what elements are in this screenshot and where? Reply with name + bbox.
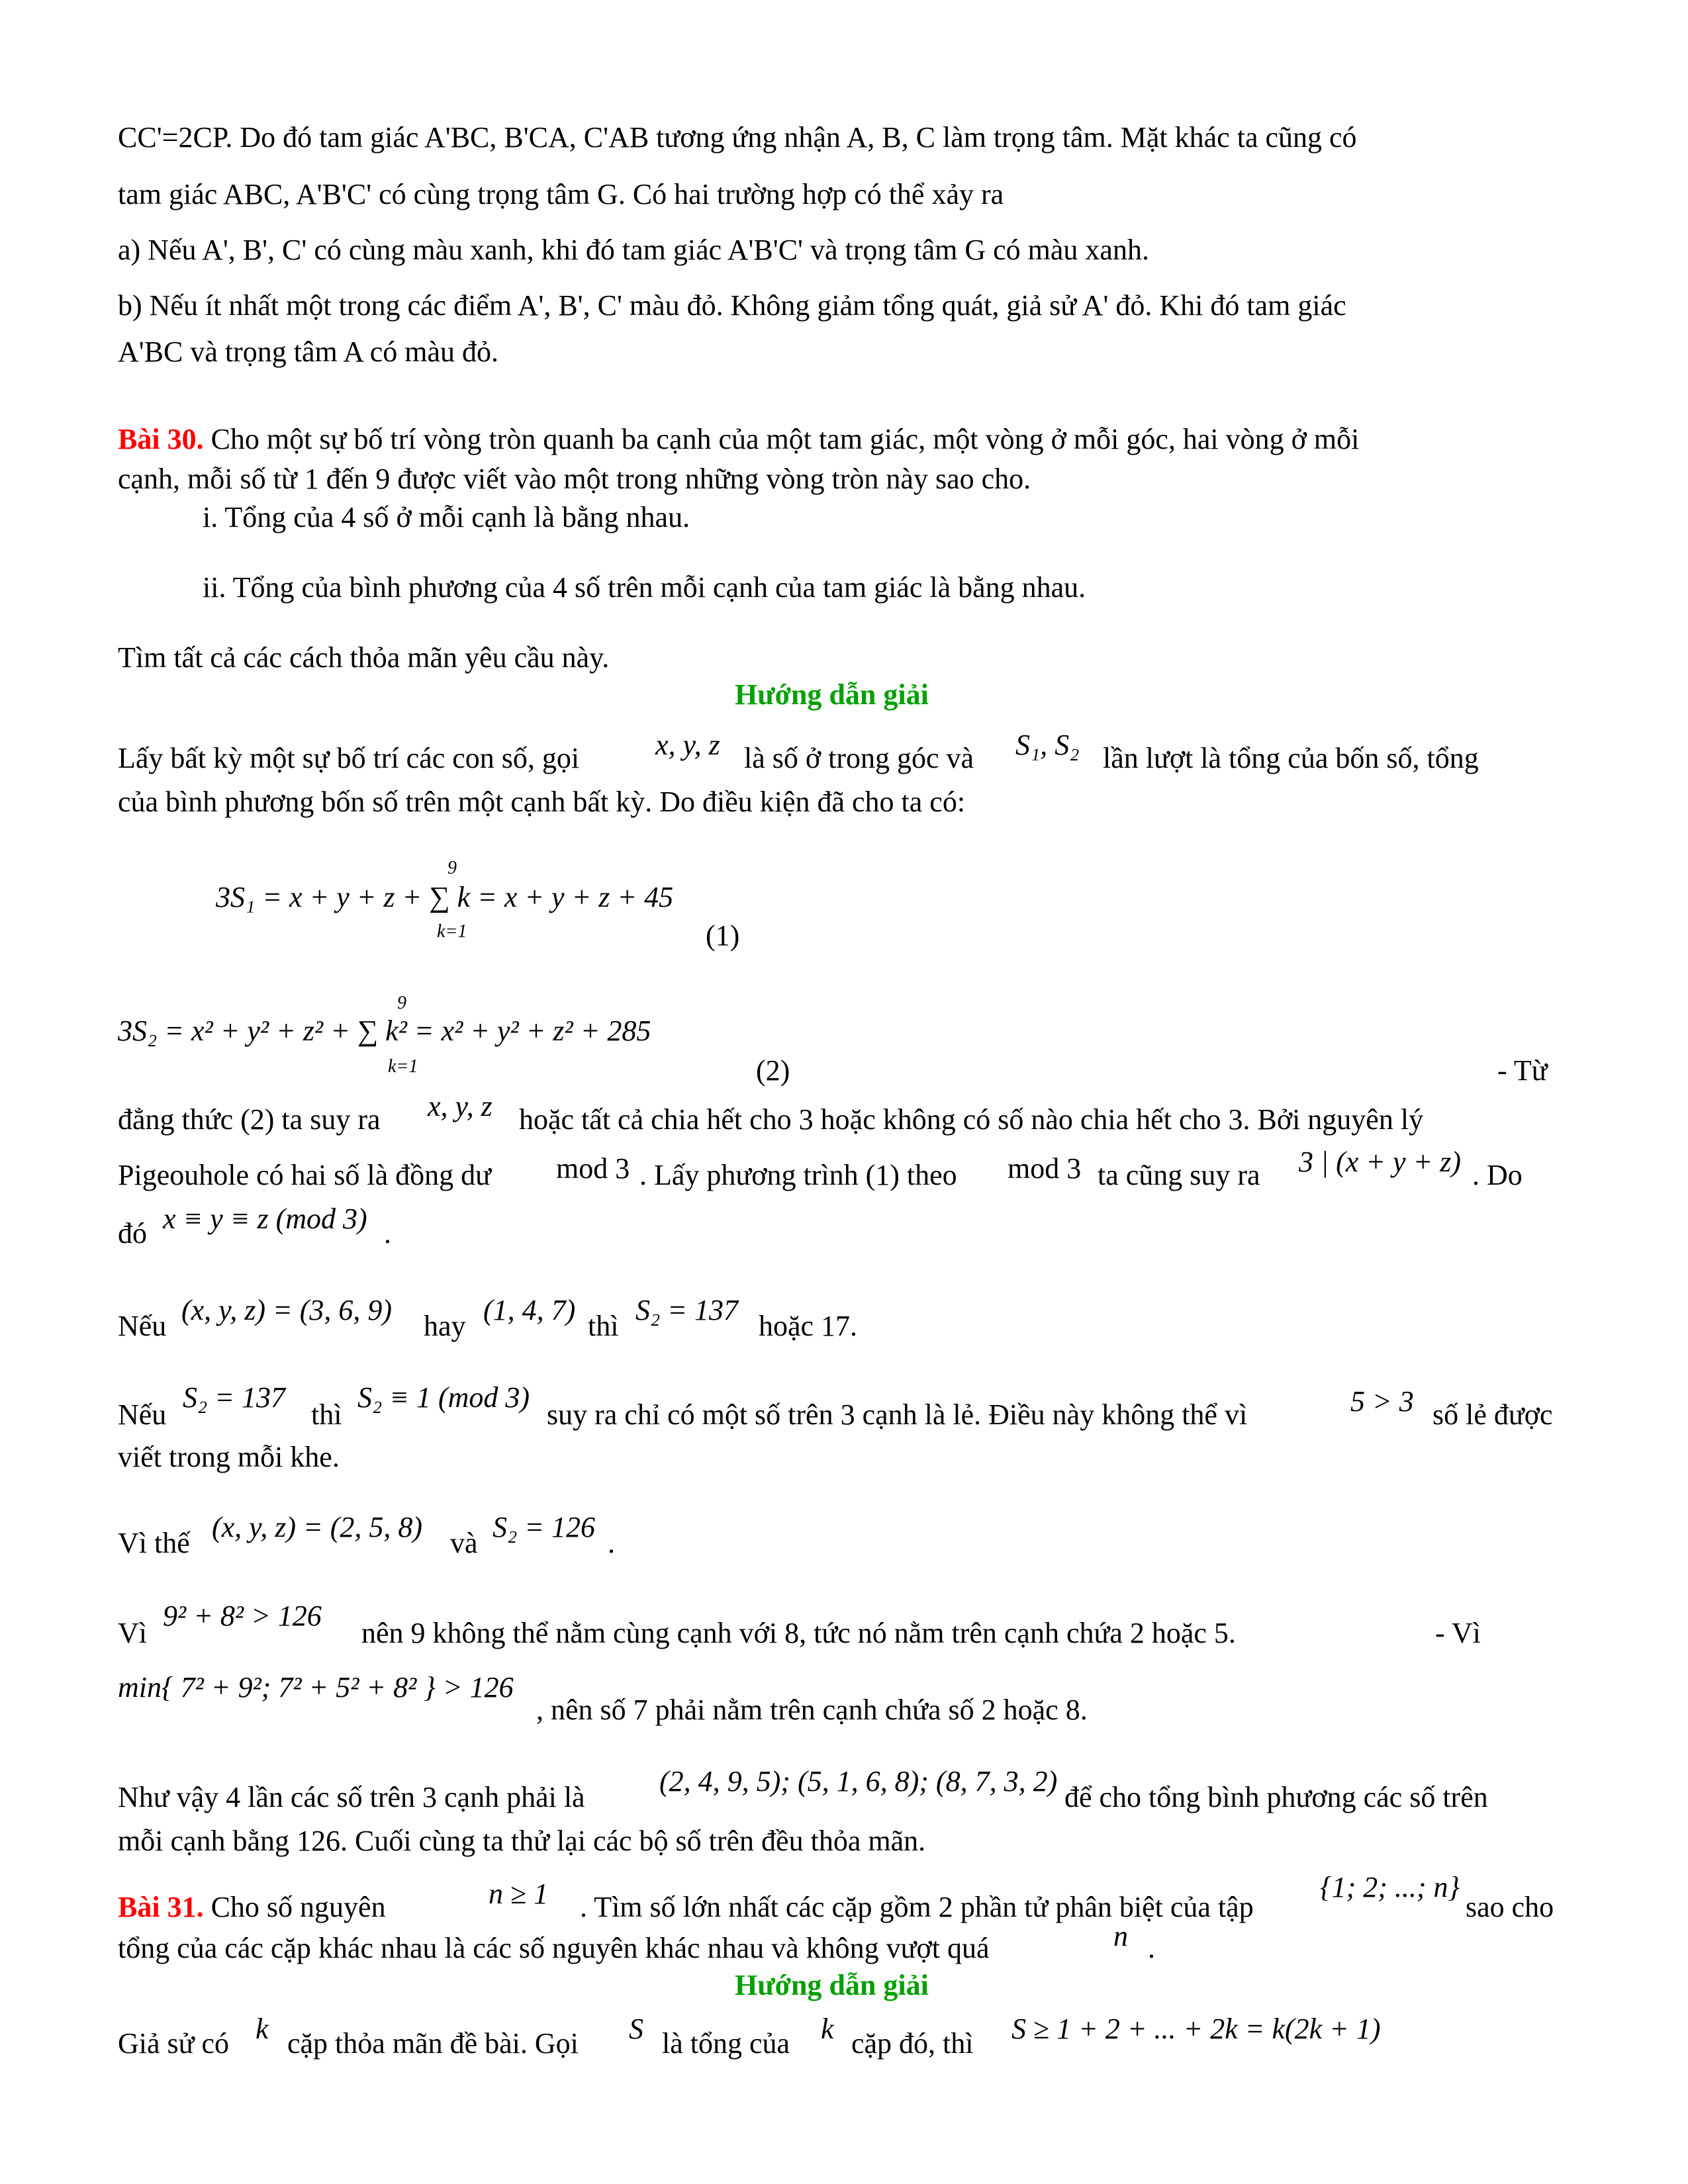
sol30-p6b: hay xyxy=(424,1310,466,1342)
sol30-p4a: Pigeouhole có hai số là đồng dư xyxy=(118,1159,491,1191)
sol31-S: S xyxy=(629,2013,643,2045)
sol30-p9a: Vì thế xyxy=(118,1527,190,1559)
sol30-p4d: . Do xyxy=(1472,1159,1523,1191)
sol30-s2-137: S₂ = 137 xyxy=(635,1294,738,1326)
sol30-p10c: - Vì xyxy=(1435,1617,1481,1649)
intro-line-5: A'BC và trọng tâm A có màu đỏ. xyxy=(118,336,498,368)
sol30-p7c: suy ra chỉ có một số trên 3 cạnh là lẻ. Điều này không thể vì xyxy=(547,1398,1248,1431)
sol30-p12a: Như vậy 4 lần các số trên 3 cạnh phải là xyxy=(118,1781,585,1813)
sol30-p9b: và xyxy=(450,1527,478,1559)
problem-30-line-2: cạnh, mỗi số từ 1 đến 9 được viết vào một trong những vòng tròn này sao cho. xyxy=(118,463,1031,495)
sol30-p7a: Nếu xyxy=(118,1398,167,1431)
sol30-triple-3: (x, y, z) = (2, 5, 8) xyxy=(212,1511,423,1543)
sol30-period-1: . xyxy=(384,1217,391,1250)
sum1-upper: 9 xyxy=(447,858,457,878)
sol31-k-2: k xyxy=(821,2013,834,2045)
sol30-p10a: Vì xyxy=(118,1617,147,1649)
problem-31-line-2: tổng của các cặp khác nhau là các số nguyên khác nhau và không vượt quá xyxy=(118,1932,990,1964)
sol30-triple-1: (x, y, z) = (3, 6, 9) xyxy=(181,1294,393,1326)
problem-30-label: Bài 30. xyxy=(118,423,204,455)
sol30-triple-2: (1, 4, 7) xyxy=(483,1294,576,1326)
problem-30-text: Cho một sự bố trí vòng tròn quanh ba cạnh của một tam giác, một vòng ở mỗi góc, hai vòng ở mỗi xyxy=(203,423,1360,455)
condition-i: i. Tổng của 4 số ở mỗi cạnh là bằng nhau. xyxy=(203,501,690,533)
sol30-period-2: . xyxy=(608,1527,615,1559)
sol30-p1b: là số ở trong góc và xyxy=(744,742,974,774)
sol30-congruence: x ≡ y ≡ z (mod 3) xyxy=(163,1203,367,1235)
sol30-min: min{ 7² + 9²; 7² + 5² + 8² } > 126 xyxy=(118,1671,514,1704)
sol30-p4c: ta cũng suy ra xyxy=(1098,1159,1260,1191)
sol30-p1c: lần lượt là tổng của bốn số, tổng xyxy=(1103,742,1479,774)
problem-31-set: {1; 2; ...; n} xyxy=(1320,1871,1460,1903)
sol30-p3b: hoặc tất cả chia hết cho 3 hoặc không có số nào chia hết cho 3. Bởi nguyên lý xyxy=(519,1103,1424,1136)
sum2-upper: 9 xyxy=(397,993,406,1013)
problem-31-n: n xyxy=(1113,1920,1128,1952)
problem-31-n-ge-1: n ≥ 1 xyxy=(489,1878,549,1910)
sol30-quadruples: (2, 4, 9, 5); (5, 1, 6, 8); (8, 7, 3, 2) xyxy=(659,1765,1058,1797)
problem-31-line-1a xyxy=(118,1893,386,1922)
sol30-xyz-2: x, y, z xyxy=(428,1090,492,1122)
sol30-s2-137-b: S₂ = 137 xyxy=(183,1381,285,1414)
sol30-s2-mod: S₂ ≡ 1 (mod 3) xyxy=(357,1381,530,1414)
sol30-p6d: hoặc 17. xyxy=(759,1310,858,1342)
sol31-k-1: k xyxy=(256,2013,269,2045)
sol30-p1a: Lấy bất kỳ một sự bố trí các con số, gọi xyxy=(118,742,580,774)
sol30-p12b: để cho tổng bình phương các số trên xyxy=(1064,1781,1488,1813)
problem-30-line-1 xyxy=(118,425,1359,454)
sol30-s1s2: S₁, S₂ xyxy=(1015,729,1080,761)
equation-2: 3S₂ = x² + y² + z² + ∑ k² = x² + y² + z² + 285 xyxy=(118,1015,651,1047)
equation-1: 3S₁ = x + y + z + ∑ k = x + y + z + 45 xyxy=(216,881,674,913)
sol31-b: cặp thỏa mãn đề bài. Gọi xyxy=(287,2027,579,2060)
sum1-lower: k=1 xyxy=(437,921,467,942)
equation-2-number: (2) xyxy=(756,1054,790,1087)
solution-heading-30: Hướng dẫn giải xyxy=(735,678,929,711)
sol30-tu: - Từ xyxy=(1497,1054,1548,1087)
sol30-ineq-9-8: 9² + 8² > 126 xyxy=(163,1600,322,1632)
sol30-p10b: nên 9 không thể nằm cùng cạnh với 8, tức nó nằm trên cạnh chứa 2 hoặc 5. xyxy=(361,1617,1236,1649)
intro-line-3: a) Nếu A', B', C' có cùng màu xanh, khi đó tam giác A'B'C' và trọng tâm G có màu xanh. xyxy=(118,234,1149,266)
sol30-p6c: thì xyxy=(588,1310,619,1342)
sol30-mod3-b: mod 3 xyxy=(1008,1152,1082,1185)
problem-31-label: Bài 31. xyxy=(118,1891,204,1923)
problem-31-text-b: . Tìm số lớn nhất các cặp gồm 2 phần tử phân biệt của tập xyxy=(580,1891,1254,1923)
sol30-p7b: thì xyxy=(311,1398,342,1431)
sum2-lower: k=1 xyxy=(388,1056,418,1077)
intro-line-1: CC'=2CP. Do đó tam giác A'BC, B'CA, C'AB tương ứng nhận A, B, C làm trọng tâm. Mặt khác ta cũng có xyxy=(118,121,1357,154)
condition-ii: ii. Tổng của bình phương của 4 số trên mỗi cạnh của tam giác là bằng nhau. xyxy=(203,571,1086,604)
problem-31-text-c: sao cho xyxy=(1466,1891,1554,1923)
sol30-mod3-a: mod 3 xyxy=(556,1152,630,1185)
equation-1-number: (1) xyxy=(706,919,740,952)
problem-31-period: . xyxy=(1148,1932,1155,1964)
sol30-divisibility: 3 | (x + y + z) xyxy=(1299,1146,1461,1178)
sol30-ineq-5-3: 5 > 3 xyxy=(1350,1385,1414,1418)
problem-31-text-a: Cho số nguyên xyxy=(203,1891,386,1923)
sol31-a: Giả sử có xyxy=(118,2027,230,2060)
sol31-d: cặp đó, thì xyxy=(851,2027,974,2060)
sol30-p2: của bình phương bốn số trên một cạnh bất kỳ. Do điều kiện đã cho ta có: xyxy=(118,786,966,818)
sol30-p8: viết trong mỗi khe. xyxy=(118,1441,340,1473)
sol30-p11: , nên số 7 phải nằm trên cạnh chứa số 2 hoặc 8. xyxy=(536,1694,1088,1726)
sol30-xyz: x, y, z xyxy=(655,729,720,761)
solution-heading-31: Hướng dẫn giải xyxy=(735,1969,929,2001)
sol30-p6a: Nếu xyxy=(118,1310,167,1342)
problem-30-task: Tìm tất cả các cách thỏa mãn yêu cầu này. xyxy=(118,641,610,674)
sol30-p3a: đẳng thức (2) ta suy ra xyxy=(118,1103,381,1136)
sol30-p13: mỗi cạnh bằng 126. Cuối cùng ta thử lại các bộ số trên đều thỏa mãn. xyxy=(118,1825,926,1857)
sol30-p7d: số lẻ được xyxy=(1432,1398,1553,1431)
sol30-s2-126: S₂ = 126 xyxy=(492,1511,595,1543)
sol31-c: là tổng của xyxy=(662,2027,790,2060)
intro-line-4: b) Nếu ít nhất một trong các điểm A', B', C' màu đỏ. Không giảm tổng quát, giả sử A' đỏ. Khi đó tam giác xyxy=(118,289,1346,322)
sol31-equation: S ≥ 1 + 2 + ... + 2k = k(2k + 1) xyxy=(1011,2013,1381,2045)
sol30-p5a: đó xyxy=(118,1217,147,1250)
sol30-p4b: . Lấy phương trình (1) theo xyxy=(639,1159,957,1191)
intro-line-2: tam giác ABC, A'B'C' có cùng trọng tâm G. Có hai trường hợp có thể xảy ra xyxy=(118,178,1004,210)
